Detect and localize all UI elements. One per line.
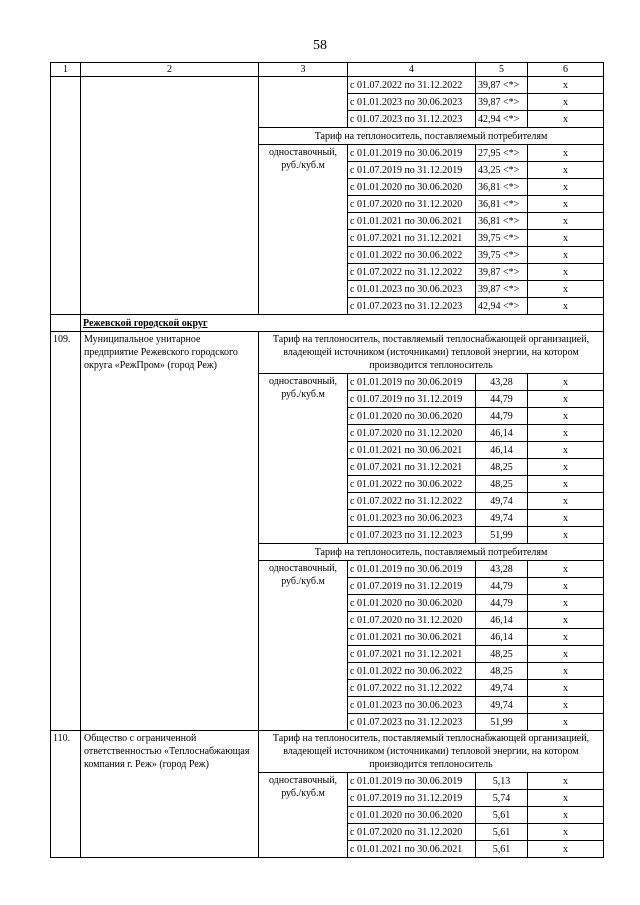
x-cell: х — [528, 629, 604, 646]
value-cell: 46,14 — [476, 629, 528, 646]
value-cell: 48,25 — [476, 663, 528, 680]
x-cell: х — [528, 493, 604, 510]
value-cell: 51,99 — [476, 714, 528, 731]
x-cell: х — [528, 77, 604, 94]
x-cell: х — [528, 230, 604, 247]
x-cell: х — [528, 264, 604, 281]
x-cell: х — [528, 459, 604, 476]
x-cell: х — [528, 841, 604, 858]
section-title — [81, 315, 604, 332]
period-cell: с 01.01.2022 по 30.06.2022 — [348, 247, 476, 264]
value-cell: 42,94 <*> — [476, 111, 528, 128]
value-cell: 43,28 — [476, 561, 528, 578]
column-header: 5 — [476, 63, 528, 77]
period-cell: с 01.01.2023 по 30.06.2023 — [348, 94, 476, 111]
x-cell: х — [528, 94, 604, 111]
value-cell: 46,14 — [476, 425, 528, 442]
page-number: 58 — [313, 38, 327, 53]
period-cell: с 01.01.2020 по 30.06.2020 — [348, 179, 476, 196]
value-cell: 44,79 — [476, 595, 528, 612]
period-cell: с 01.01.2023 по 30.06.2023 — [348, 281, 476, 298]
x-cell: х — [528, 476, 604, 493]
value-cell: 39,87 <*> — [476, 264, 528, 281]
period-cell: с 01.01.2020 по 30.06.2020 — [348, 807, 476, 824]
section-row — [51, 315, 604, 332]
period-cell: с 01.01.2022 по 30.06.2022 — [348, 663, 476, 680]
period-cell: с 01.07.2020 по 31.12.2020 — [348, 612, 476, 629]
period-cell: с 01.01.2021 по 30.06.2021 — [348, 213, 476, 230]
unit-cell: одноставочный, руб./куб.м — [259, 561, 348, 731]
period-cell: с 01.07.2019 по 31.12.2019 — [348, 578, 476, 595]
period-cell: с 01.07.2019 по 31.12.2019 — [348, 162, 476, 179]
column-header: 3 — [259, 63, 348, 77]
x-cell: х — [528, 281, 604, 298]
value-cell: 39,87 <*> — [476, 281, 528, 298]
value-cell: 5,74 — [476, 790, 528, 807]
x-cell: х — [528, 196, 604, 213]
value-cell: 39,75 <*> — [476, 247, 528, 264]
period-cell: с 01.07.2020 по 31.12.2020 — [348, 824, 476, 841]
value-cell: 44,79 — [476, 408, 528, 425]
period-cell: с 01.07.2023 по 31.12.2023 — [348, 111, 476, 128]
period-cell: с 01.07.2023 по 31.12.2023 — [348, 298, 476, 315]
x-cell: х — [528, 680, 604, 697]
x-cell: х — [528, 807, 604, 824]
value-cell: 49,74 — [476, 697, 528, 714]
x-cell: х — [528, 247, 604, 264]
x-cell: х — [528, 213, 604, 230]
period-cell: с 01.01.2022 по 30.06.2022 — [348, 476, 476, 493]
period-cell: с 01.01.2020 по 30.06.2020 — [348, 408, 476, 425]
x-cell: х — [528, 697, 604, 714]
period-cell: с 01.07.2022 по 31.12.2022 — [348, 680, 476, 697]
x-cell: х — [528, 773, 604, 790]
org-heading-row — [51, 731, 604, 773]
period-cell: с 01.01.2023 по 30.06.2023 — [348, 697, 476, 714]
value-cell: 48,25 — [476, 476, 528, 493]
tariff-heading: Тариф на теплоноситель, поставляемый потребителям — [259, 128, 604, 145]
org-number: 110. — [51, 731, 81, 858]
period-cell: с 01.07.2023 по 31.12.2023 — [348, 527, 476, 544]
period-cell: с 01.01.2021 по 30.06.2021 — [348, 442, 476, 459]
value-cell: 5,61 — [476, 841, 528, 858]
value-cell: 36,81 <*> — [476, 196, 528, 213]
x-cell: х — [528, 714, 604, 731]
value-cell: 49,74 — [476, 680, 528, 697]
org-num-cell — [51, 77, 81, 315]
period-cell: с 01.07.2023 по 31.12.2023 — [348, 714, 476, 731]
unit-cell: одноставочный, руб./куб.м — [259, 374, 348, 544]
value-cell: 46,14 — [476, 442, 528, 459]
x-cell: х — [528, 510, 604, 527]
x-cell: х — [528, 179, 604, 196]
table-row — [51, 77, 604, 94]
value-cell: 43,25 <*> — [476, 162, 528, 179]
value-cell: 48,25 — [476, 459, 528, 476]
x-cell: х — [528, 790, 604, 807]
period-cell: с 01.07.2019 по 31.12.2019 — [348, 790, 476, 807]
x-cell: х — [528, 425, 604, 442]
value-cell: 5,61 — [476, 824, 528, 841]
org-heading-row — [51, 332, 604, 374]
period-cell: с 01.07.2019 по 31.12.2019 — [348, 391, 476, 408]
value-cell: 42,94 <*> — [476, 298, 528, 315]
tariff-heading: Тариф на теплоноситель, поставляемый теплоснабжающей организацией, владеющей источником (источниками) тепловой энергии, на котором производится теплоноситель — [259, 332, 604, 374]
period-cell: с 01.07.2021 по 31.12.2021 — [348, 646, 476, 663]
tariff-heading: Тариф на теплоноситель, поставляемый теплоснабжающей организацией, владеющей источником (источниками) тепловой энергии, на котором производится теплоноситель — [259, 731, 604, 773]
x-cell: х — [528, 578, 604, 595]
value-cell: 44,79 — [476, 578, 528, 595]
x-cell: х — [528, 527, 604, 544]
x-cell: х — [528, 612, 604, 629]
value-cell: 49,74 — [476, 510, 528, 527]
period-cell: с 01.01.2021 по 30.06.2021 — [348, 629, 476, 646]
tariff-table — [50, 62, 604, 858]
value-cell: 48,25 — [476, 646, 528, 663]
header-row — [51, 63, 604, 77]
value-cell: 5,61 — [476, 807, 528, 824]
x-cell: х — [528, 824, 604, 841]
value-cell: 43,28 — [476, 374, 528, 391]
value-cell: 5,13 — [476, 773, 528, 790]
column-header: 1 — [51, 63, 81, 77]
period-cell: с 01.01.2019 по 30.06.2019 — [348, 374, 476, 391]
x-cell: х — [528, 374, 604, 391]
period-cell: с 01.01.2019 по 30.06.2019 — [348, 561, 476, 578]
value-cell: 39,75 <*> — [476, 230, 528, 247]
x-cell: х — [528, 646, 604, 663]
period-cell: с 01.07.2020 по 31.12.2020 — [348, 196, 476, 213]
period-cell: с 01.07.2020 по 31.12.2020 — [348, 425, 476, 442]
value-cell: 36,81 <*> — [476, 179, 528, 196]
value-cell: 39,87 <*> — [476, 77, 528, 94]
tariff-heading: Тариф на теплоноситель, поставляемый потребителям — [259, 544, 604, 561]
x-cell: х — [528, 442, 604, 459]
column-header: 2 — [81, 63, 259, 77]
x-cell: х — [528, 663, 604, 680]
period-cell: с 01.07.2021 по 31.12.2021 — [348, 230, 476, 247]
x-cell: х — [528, 162, 604, 179]
unit-cell: одноставочный, руб./куб.м — [259, 773, 348, 858]
x-cell: х — [528, 145, 604, 162]
column-header: 4 — [348, 63, 476, 77]
value-cell: 51,99 — [476, 527, 528, 544]
value-cell: 46,14 — [476, 612, 528, 629]
x-cell: х — [528, 561, 604, 578]
period-cell: с 01.07.2022 по 31.12.2022 — [348, 264, 476, 281]
period-cell: с 01.01.2020 по 30.06.2020 — [348, 595, 476, 612]
x-cell: х — [528, 111, 604, 128]
period-cell: с 01.07.2022 по 31.12.2022 — [348, 493, 476, 510]
period-cell: с 01.01.2019 по 30.06.2019 — [348, 773, 476, 790]
org-name-cell — [81, 77, 259, 315]
unit-cell — [259, 77, 348, 128]
period-cell: с 01.07.2021 по 31.12.2021 — [348, 459, 476, 476]
period-cell: с 01.07.2022 по 31.12.2022 — [348, 77, 476, 94]
value-cell: 27,95 <*> — [476, 145, 528, 162]
value-cell: 39,87 <*> — [476, 94, 528, 111]
period-cell: с 01.01.2023 по 30.06.2023 — [348, 510, 476, 527]
value-cell: 49,74 — [476, 493, 528, 510]
x-cell: х — [528, 298, 604, 315]
value-cell: 44,79 — [476, 391, 528, 408]
x-cell: х — [528, 595, 604, 612]
unit-cell: одноставочный, руб./куб.м — [259, 145, 348, 315]
value-cell: 36,81 <*> — [476, 213, 528, 230]
column-header: 6 — [528, 63, 604, 77]
section-title-text: Режевской городской округ — [83, 317, 208, 329]
x-cell: х — [528, 391, 604, 408]
org-number: 109. — [51, 332, 81, 731]
org-name: Муниципальное унитарное предприятие Режевского городского округа «РежПром» (город Реж) — [81, 332, 259, 731]
period-cell: с 01.01.2019 по 30.06.2019 — [348, 145, 476, 162]
period-cell: с 01.01.2021 по 30.06.2021 — [348, 841, 476, 858]
x-cell: х — [528, 408, 604, 425]
org-name: Общество с ограниченной ответственностью «Теплоснабжающая компания г. Реж» (город Реж) — [81, 731, 259, 858]
